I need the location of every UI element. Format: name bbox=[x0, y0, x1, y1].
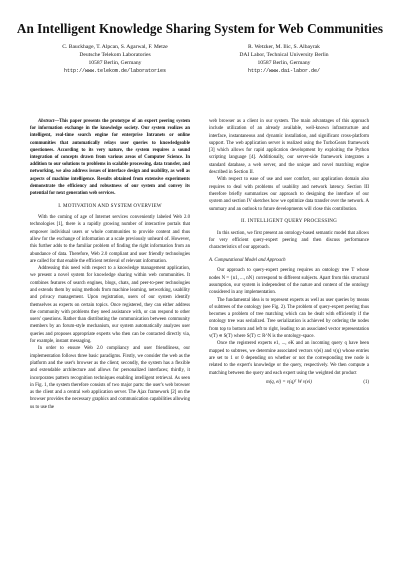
section-2-paragraph-3: The fundamental idea is to represent experts as well as user queries by means of subtrees of the ontology (see Fig. 2). The problem of query-expert peering thus becomes a problem of tree matching which can be dealt with efficiently if the ontology tree was serialized. Tree serialization is achieved by ordering the nodes from top to bottom and left to right, leading to an associated vector representation v(T) ∈ S(T) where S(T) ⊂ R^N is the ontology-space. bbox=[209, 297, 369, 340]
section-1-paragraph-1: With the coming of age of Internet services conveniently labeled Web 2.0 technologies [1], there is a rapidly growing number of interactive portals that empower individual users or whole communities to provide content and thus allow for the exchange of information at a scale previously unheard of. However, this further adds to the familiar problem of finding the right information from an abundance of data. Therefore, Web 2.0 compliant and user friendly technologies are called for that enable the efficient retrieval of relevant information. bbox=[30, 215, 190, 264]
section-1-paragraph-5: With respect to ease of use and user comfort, our application domain also requires to deal with problems of usability and network latency. Section III therefore briefly summarizes our approach to designing the interface of our system and section IV sketches how we optimize data transfer over the network. A summary and an outlook to future developments will close this contribution. bbox=[209, 177, 369, 212]
section-2-paragraph-1: In this section, we first present an ontology-based semantic model that allows for very efficient query-expert peering and then discuss performance characteristics of our approach. bbox=[209, 230, 369, 251]
abstract-label: Abstract bbox=[38, 119, 55, 124]
section-1-paragraph-2: Addressing this need with respect to a knowledge management application, we present a novel system for knowledge sharing within web communities. It combines features of search engines, blogs, chats, and peer-to-peer technologies and extends them by using methods from machine learning, networking, usability and privacy management. Upon registration, users of our system identify themselves as experts on certain topics. Once registered, they can either address the community with problems they need assistance with, or can respond to other users' questions. Rather than distributing the communication between community members by an forum-style mechanism, our system automatically analyzes user queries and proposes appropriate experts who then can be contacted directly via, for example, instant messaging. bbox=[30, 266, 190, 345]
equation-1 bbox=[209, 379, 369, 389]
left-column bbox=[30, 118, 190, 411]
section-2-paragraph-2: Our approach to query-expert peering requires an ontology tree T whose nodes N = {n1, ..., nN} correspond to different subjects. Apart from this structural assumption, our system is independent of the nature and content of the ontology considered in any implementation. bbox=[209, 268, 369, 296]
section-1-heading: I. MOTIVATION AND SYSTEM OVERVIEW bbox=[58, 202, 162, 209]
paper-title: An Intelligent Knowledge Sharing System for Web Communities bbox=[16, 21, 384, 36]
section-2-heading: II. INTELLIGENT QUERY PROCESSING bbox=[240, 218, 338, 225]
abstract-text: —This paper presents the prototype of an expert peering system for information exchange in the knowledge society. Our system realizes an intelligent, real-time search engine for enterprise Intranets or online communities that automatically relays user queries to knowledgeable questionees. According to its very nature, the system requires a sound integration of concepts drawn from various areas of Computer Science. In addition to our solutions to problems in scalable processing, data transfer, and networking, we also address issues of interface design and usability, as well as aspects of machine intelligence. Results obtained from extensive experiments demonstrate the efficiency and robustness of our system and convey its potential for next generation web services. bbox=[30, 119, 190, 197]
right-column bbox=[209, 118, 369, 389]
author-city-left: 10587 Berlin, Germany bbox=[88, 59, 142, 66]
affiliation-left bbox=[30, 44, 200, 76]
subsection-a-heading: A. Computational Model and Approach bbox=[209, 257, 286, 263]
author-url-left[interactable]: http://www.telekom.de/laboratories bbox=[63, 67, 167, 74]
author-city-right: 10587 Berlin, Germany bbox=[257, 59, 311, 66]
equation-formula: m(q, ei) = v(q)ᵀ W v(ei) bbox=[266, 379, 312, 385]
affiliation-right bbox=[199, 44, 369, 76]
section-2-paragraph-4: Once the registered experts e1, ..., eK and an incoming query q have been mapped to subtrees, we determine associated vectors v(ei) and v(q) whose entries are set to 1 or 0 depending on whether or not the corresponding tree node is related to the expert's knowledge or the query, respectively. We then compute a matching between the query and each expert using the weighted dot product bbox=[209, 341, 369, 376]
equation-number: (1) bbox=[363, 379, 369, 385]
section-1-paragraph-4: web browser as a client in our system. The main advantages of this approach include utilization of an already available, well-known infrastructure and interface, instantaneous and dynamic installation, and significant cross-platform support. The web application server is realized using the TurboGears framework [3] which allows for rapid application development by exploiting the Python scripting language [4]. Additionally, our server-side framework integrates a standard database, a web server, and the unique and novel matching engine described in Section II. bbox=[209, 119, 369, 176]
abstract bbox=[30, 118, 190, 197]
author-names-left: C. Bauckhage, T. Alpcan, S. Agarwal, F. Metze bbox=[62, 44, 168, 50]
author-org-left: Deutsche Telekom Laboratories bbox=[79, 51, 151, 58]
author-url-right[interactable]: http://www.dai-labor.de/ bbox=[247, 67, 320, 74]
section-1-paragraph-3: In order to ensure Web 2.0 compliancy and user friendliness, our implementation follows three basic paradigms. Firstly, we consider the web as the platform and the user's browser as the client; secondly, the system has a flexible and extendable architecture and allows for personalized interfaces; thirdly, it incorporates pattern recognition techniques enabling intelligent retrieval. As seen in Fig. 1, the system therefore consists of two major parts: the user's web browser as the client and a central web application server. The Ajax framework [2] on the browser provides the necessary graphics and communication capabilities allowing us to use the bbox=[30, 346, 190, 410]
author-names-right: R. Wetzker, M. Ilic, S. Albayrak bbox=[248, 44, 320, 50]
author-org-right: DAI Labor, Technical University Berlin bbox=[239, 51, 329, 58]
